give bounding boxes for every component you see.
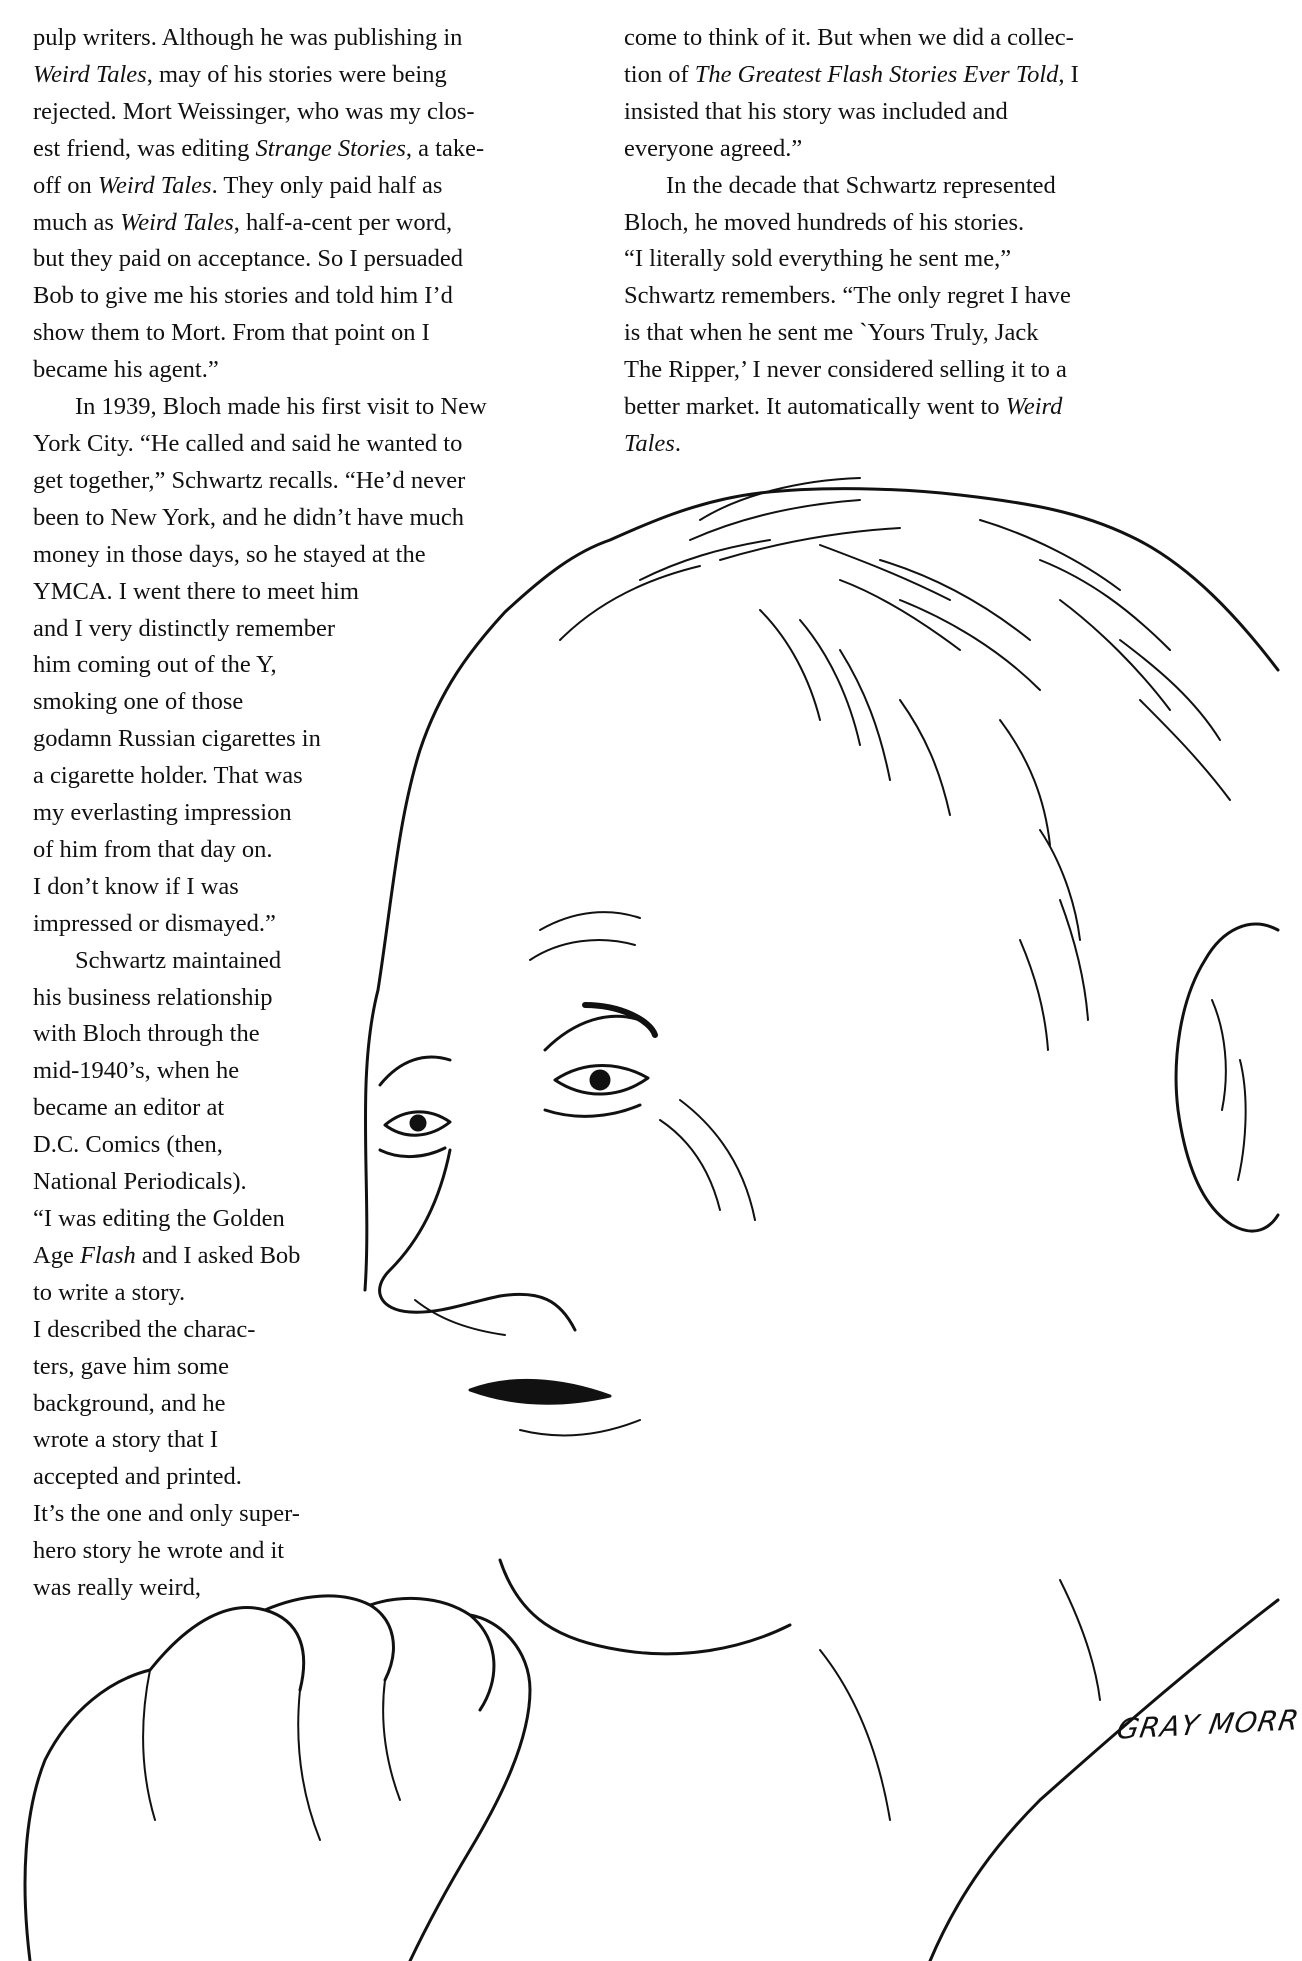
hand xyxy=(25,1596,530,1961)
text-line: off on Weird Tales. They only paid half as xyxy=(33,171,443,199)
text-line: est friend, was editing Strange Stories, a take- xyxy=(33,134,485,162)
text-line: to write a story. xyxy=(33,1278,186,1306)
text-line: better market. It automatically went to Weird xyxy=(624,393,1063,421)
text-line: Schwartz remembers. “The only regret I have xyxy=(624,282,1071,310)
text-line: but they paid on acceptance. So I persuaded xyxy=(33,245,463,273)
artist-signature: GRAY MORR xyxy=(1114,1703,1302,1746)
text-line: York City. “He called and said he wanted to xyxy=(33,429,463,457)
text-line: godamn Russian cigarettes in xyxy=(33,725,321,753)
text-line: been to New York, and he didn’t have much xyxy=(33,503,464,531)
text-line: insisted that his story was included and xyxy=(624,97,1008,125)
text-line: was really weird, xyxy=(33,1574,202,1602)
text-line: hero story he wrote and it xyxy=(33,1537,285,1565)
text-line: National Periodicals). xyxy=(33,1168,247,1196)
text-line: The Ripper,’ I never considered selling it to a xyxy=(624,356,1067,384)
text-line: I described the charac- xyxy=(33,1315,256,1343)
article-column-right xyxy=(624,20,1144,463)
text-line: him coming out of the Y, xyxy=(33,651,277,679)
text-line: D.C. Comics (then, xyxy=(33,1131,223,1159)
text-line: “I was editing the Golden xyxy=(33,1205,285,1232)
text-line: money in those days, so he stayed at the xyxy=(33,540,426,568)
text-line: In the decade that Schwartz represented xyxy=(666,171,1056,199)
text-line: Age Flash and I asked Bob xyxy=(33,1241,301,1269)
text-line: is that when he sent me `Yours Truly, Jack xyxy=(624,319,1039,347)
text-line: background, and he xyxy=(33,1389,226,1417)
text-line: Tales. xyxy=(624,429,681,457)
text-line: ters, gave him some xyxy=(33,1352,229,1380)
text-line: a cigarette holder. That was xyxy=(33,762,303,790)
text-line: Bob to give me his stories and told him I’d xyxy=(33,282,453,310)
text-line: It’s the one and only super- xyxy=(33,1500,300,1528)
text-line: his business relationship xyxy=(33,983,273,1011)
text-line: “I literally sold everything he sent me,” xyxy=(624,245,1012,273)
text-line: I don’t know if I was xyxy=(33,872,239,900)
text-line: became his agent.” xyxy=(33,356,219,384)
text-line: wrote a story that I xyxy=(33,1426,219,1454)
text-line: show them to Mort. From that point on I xyxy=(33,319,430,347)
neck-line xyxy=(930,1600,1278,1961)
text-line: everyone agreed.” xyxy=(624,134,803,162)
text-line: much as Weird Tales, half-a-cent per word, xyxy=(33,208,453,236)
text-line: tion of The Greatest Flash Stories Ever Told, I xyxy=(624,60,1079,88)
text-line: Weird Tales, may of his stories were being xyxy=(33,60,447,88)
text-line: Schwartz maintained xyxy=(75,946,282,974)
hair-strokes xyxy=(560,478,1230,1050)
text-line: rejected. Mort Weissinger, who was my clos- xyxy=(33,97,475,125)
text-line: pulp writers. Although he was publishing in xyxy=(33,24,463,51)
text-line: come to think of it. But when we did a collec- xyxy=(624,24,1074,51)
text-line: became an editor at xyxy=(33,1094,225,1122)
text-line: impressed or dismayed.” xyxy=(33,909,276,937)
text-line: my everlasting impression xyxy=(33,799,292,827)
text-line: smoking one of those xyxy=(33,688,244,716)
article-column-left xyxy=(33,20,553,1607)
text-line: get together,” Schwartz recalls. “He’d never xyxy=(33,466,466,494)
text-line: of him from that day on. xyxy=(33,835,273,863)
text-line: and I very distinctly remember xyxy=(33,614,336,642)
ear-outline xyxy=(1176,924,1278,1231)
text-line: with Bloch through the xyxy=(33,1020,260,1048)
text-line: Bloch, he moved hundreds of his stories. xyxy=(624,208,1025,236)
text-line: YMCA. I went there to meet him xyxy=(33,577,359,605)
text-line: accepted and printed. xyxy=(33,1463,242,1491)
eye-right xyxy=(555,1066,648,1095)
text-line: In 1939, Bloch made his first visit to New xyxy=(75,393,487,421)
text-line: mid-1940’s, when he xyxy=(33,1057,240,1085)
